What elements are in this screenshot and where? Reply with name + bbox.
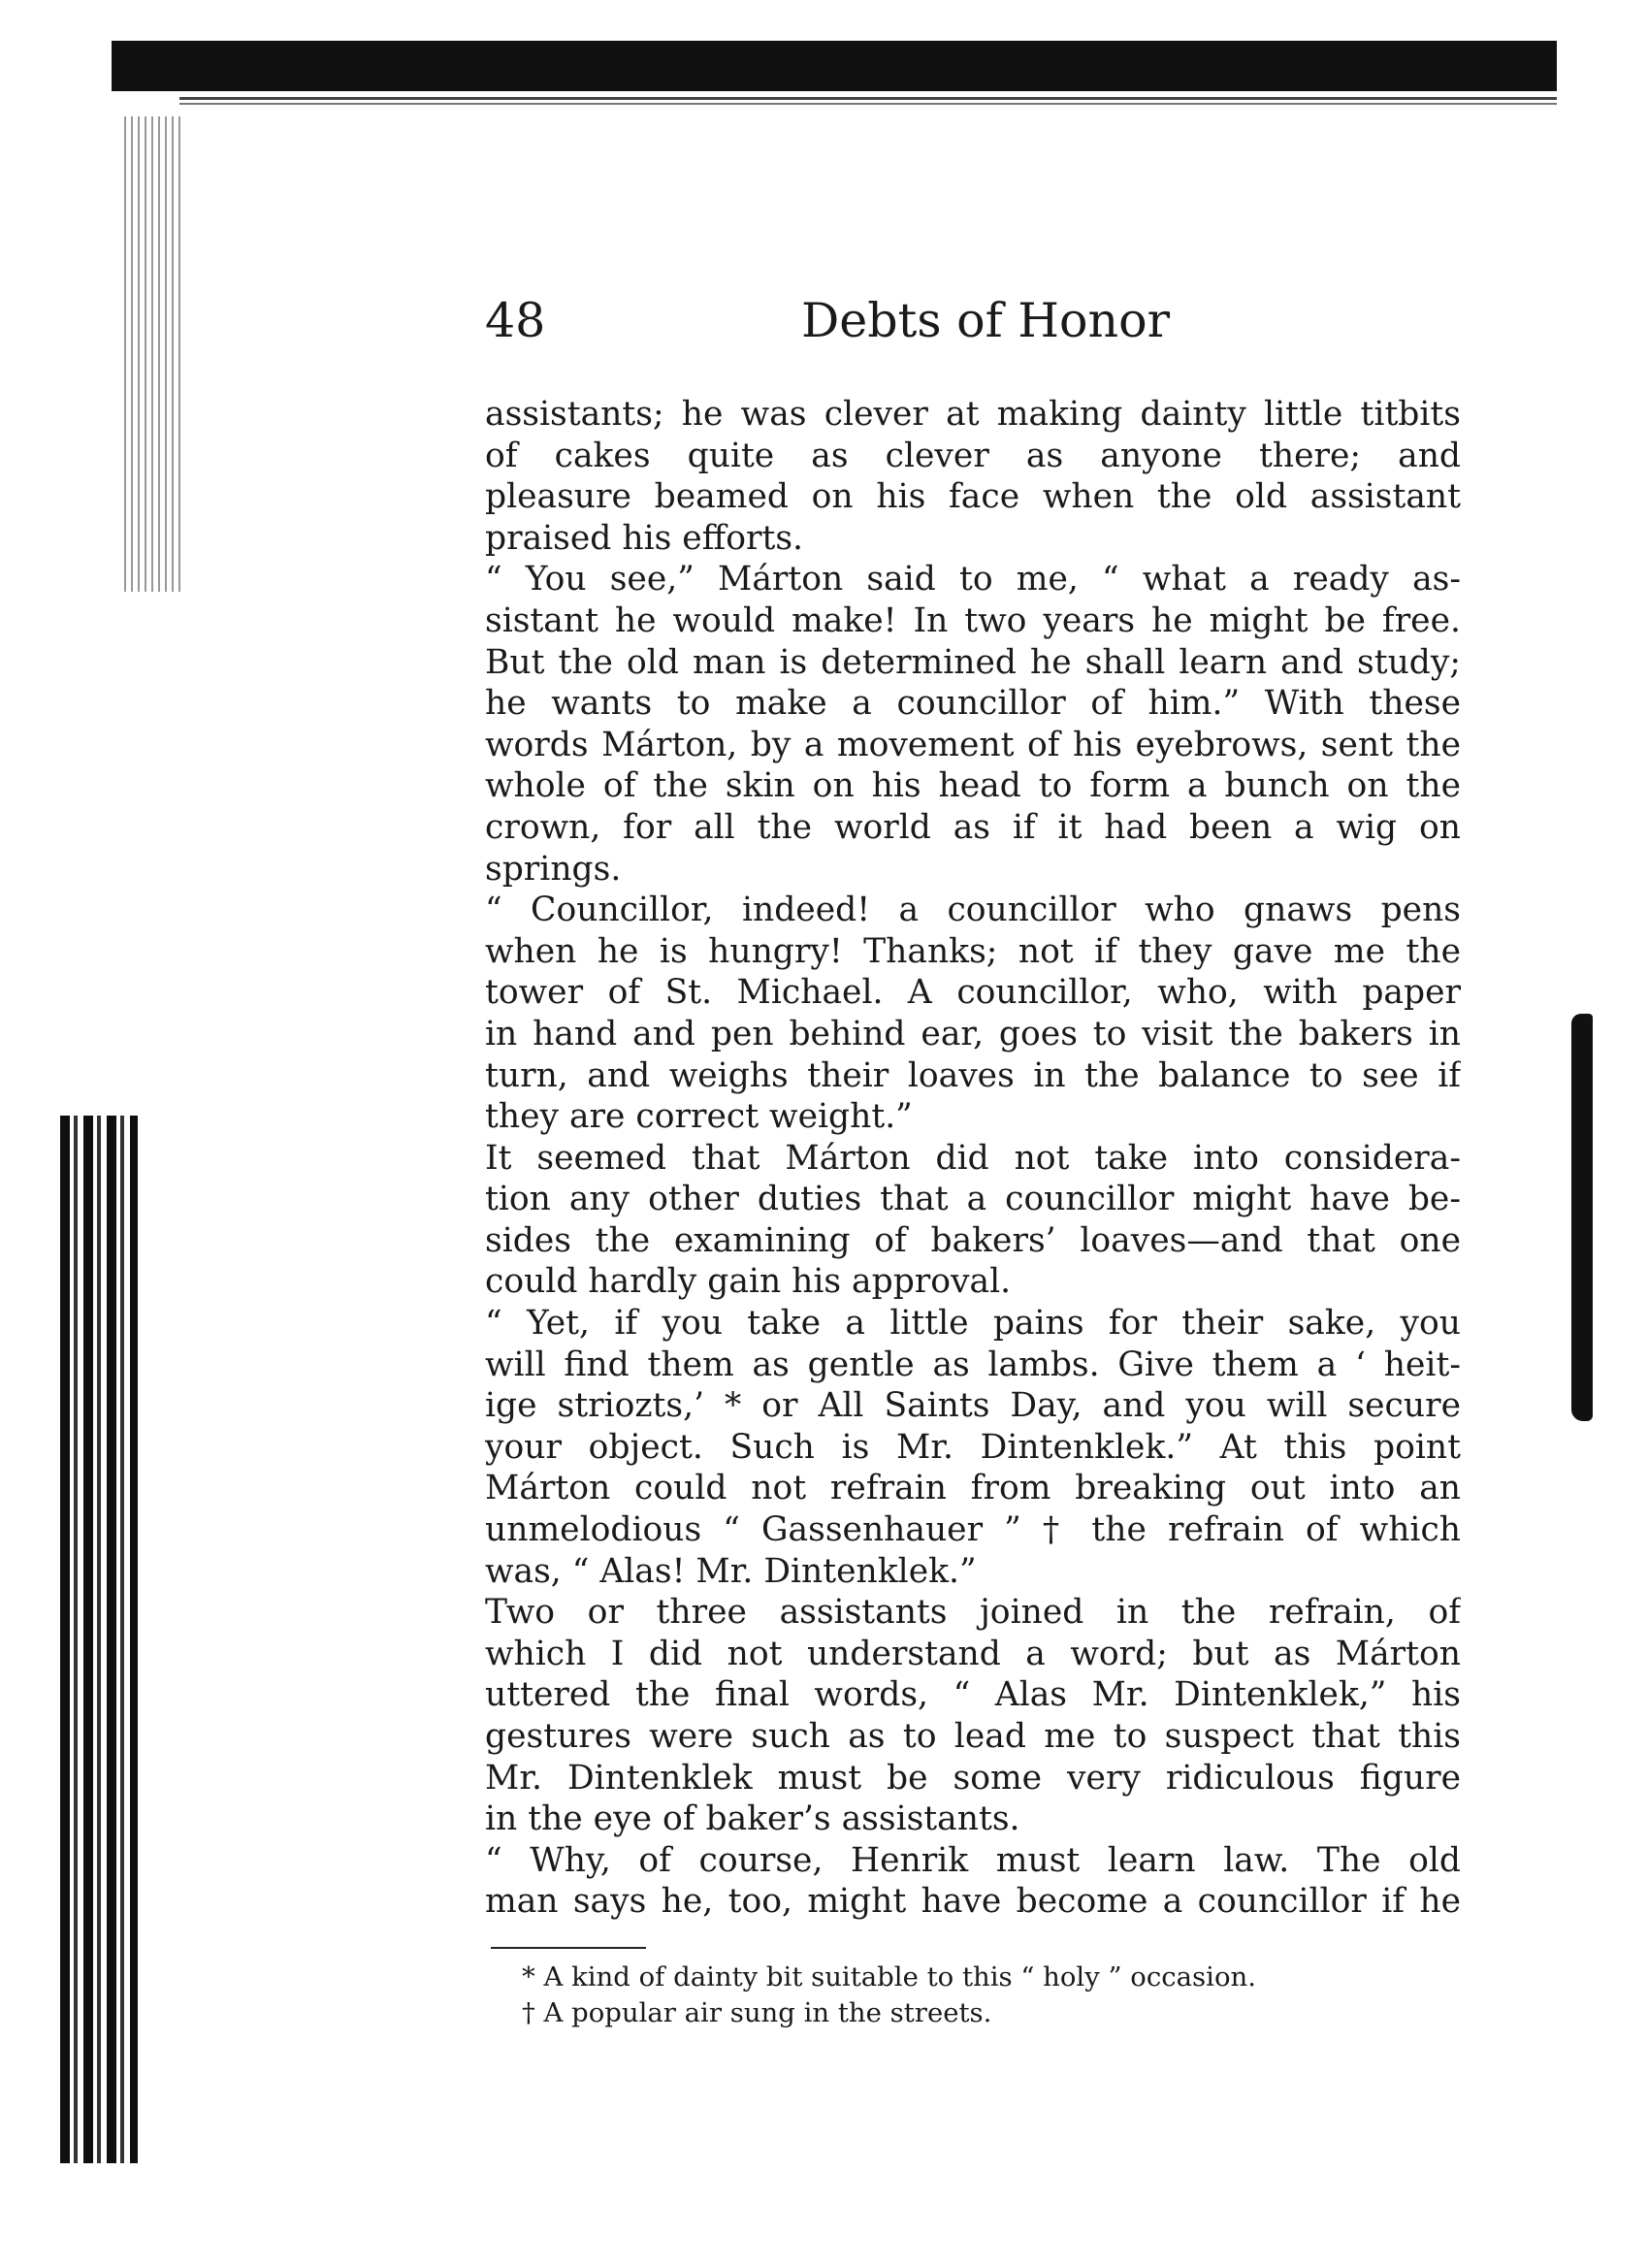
footnote: † A popular air sung in the streets. <box>522 1997 992 2028</box>
scan-border-rule <box>179 97 1557 107</box>
text-line: praised his efforts. <box>485 518 804 558</box>
text-line: “ Why, of course, Henrik must learn law. The old <box>485 1840 1461 1880</box>
text-line: of cakes quite as clever as anyone there; and <box>485 436 1461 475</box>
text-line: was, “ Alas! Mr. Dintenklek.” <box>485 1551 977 1591</box>
text-line: Mr. Dintenklek must be some very ridiculous figure <box>485 1758 1461 1798</box>
text-line: Two or three assistants joined in the refrain, of <box>485 1593 1461 1633</box>
text-line: tower of St. Michael. A councillor, who, with paper <box>485 973 1461 1013</box>
scan-dark-border-top <box>112 41 1557 91</box>
text-line: your object. Such is Mr. Dintenklek.” At this point <box>485 1427 1461 1467</box>
text-line: when he is hungry! Thanks; not if they gave me the <box>485 931 1461 971</box>
text-line: “ You see,” Márton said to me, “ what a ready as- <box>485 560 1461 599</box>
text-line: will find them as gentle as lambs. Give them a ‘ heit- <box>485 1345 1461 1384</box>
running-title: Debts of Honor <box>801 293 1170 348</box>
text-line: pleasure beamed on his face when the old assistant <box>485 477 1461 517</box>
text-line: crown, for all the world as if it had been a wig on <box>485 807 1461 847</box>
footnotes <box>522 1960 1453 2031</box>
scan-edge-shadow-right <box>1571 1014 1593 1421</box>
text-line: turn, and weighs their loaves in the balance to see if <box>485 1055 1461 1095</box>
scan-edge-shadow-lower <box>60 1116 138 2163</box>
text-line: sides the examining of bakers’ loaves—and that one <box>485 1220 1461 1260</box>
text-line: in the eye of baker’s assistants. <box>485 1799 1020 1839</box>
text-line: But the old man is determined he shall learn and study; <box>485 642 1461 682</box>
text-line: whole of the skin on his head to form a bunch on the <box>485 766 1461 806</box>
text-line: assistants; he was clever at making dainty little titbits <box>485 395 1461 434</box>
text-line: “ Councillor, indeed! a councillor who gnaws pens <box>485 891 1461 930</box>
page-header <box>485 287 1170 355</box>
text-line: uttered the final words, “ Alas Mr. Dintenklek,” his <box>485 1675 1461 1715</box>
page-number: 48 <box>485 293 546 348</box>
text-line: words Márton, by a movement of his eyebrows, sent the <box>485 725 1461 764</box>
text-line: springs. <box>485 849 622 889</box>
text-line: they are correct weight.” <box>485 1097 913 1137</box>
footnote: * A kind of dainty bit suitable to this “ holy ” occasion. <box>522 1961 1256 1993</box>
text-line: tion any other duties that a councillor might have be- <box>485 1180 1461 1219</box>
text-line: Márton could not refrain from breaking out into an <box>485 1469 1461 1508</box>
text-line: sistant he would make! In two years he might be free. <box>485 600 1461 640</box>
text-line: ige striozts,’ * or All Saints Day, and you will secure <box>485 1386 1461 1426</box>
scan-edge-shadow-upper <box>124 116 182 592</box>
text-line: “ Yet, if you take a little pains for their sake, you <box>485 1304 1461 1344</box>
text-line: It seemed that Márton did not take into considera- <box>485 1138 1461 1178</box>
text-line: could hardly gain his approval. <box>485 1262 1012 1302</box>
text-line: in hand and pen behind ear, goes to visit the bakers in <box>485 1014 1461 1053</box>
footnote-divider <box>491 1947 646 1949</box>
body-text <box>485 394 1461 1923</box>
text-line: unmelodious “ Gassenhauer ” † the refrain of which <box>485 1510 1461 1550</box>
text-line: which I did not understand a word; but as Márton <box>485 1634 1461 1673</box>
text-line: he wants to make a councillor of him.” With these <box>485 684 1461 724</box>
text-line: man says he, too, might have become a councillor if he <box>485 1882 1461 1922</box>
text-line: gestures were such as to lead me to suspect that this <box>485 1717 1461 1756</box>
